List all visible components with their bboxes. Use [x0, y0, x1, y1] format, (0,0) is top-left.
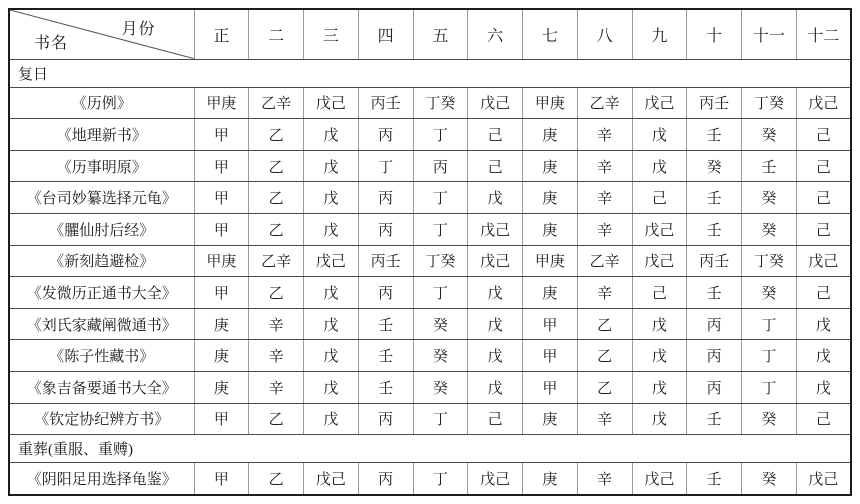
- corner-cell: [9, 9, 194, 59]
- month-header: 十: [687, 9, 742, 59]
- stem-cell: 戊己: [468, 87, 523, 119]
- month-header: 六: [468, 9, 523, 59]
- stem-cell: 癸: [742, 463, 797, 495]
- stem-cell: 己: [796, 182, 851, 214]
- stem-cell: 丁: [742, 308, 797, 340]
- stem-cell: 乙: [249, 150, 304, 182]
- stem-cell: 丙: [358, 463, 413, 495]
- book-name: 《地理新书》: [9, 119, 194, 151]
- stem-cell: 戊: [468, 371, 523, 403]
- stem-cell: 壬: [687, 182, 742, 214]
- stem-cell: 戊: [632, 340, 687, 372]
- book-name: 《台司妙纂选择元龟》: [9, 182, 194, 214]
- stem-cell: 戊: [796, 308, 851, 340]
- book-name: 《陈子性藏书》: [9, 340, 194, 372]
- stem-cell: 甲: [523, 371, 578, 403]
- table-row: [9, 245, 851, 277]
- stem-cell: 辛: [577, 277, 632, 309]
- stem-cell: 壬: [687, 119, 742, 151]
- stem-cell: 戊: [304, 213, 359, 245]
- stem-cell: 壬: [687, 277, 742, 309]
- stem-cell: 乙: [249, 403, 304, 435]
- table-row: [9, 182, 851, 214]
- stem-cell: 丁: [358, 150, 413, 182]
- stem-cell: 戊: [796, 371, 851, 403]
- stem-cell: 丙: [358, 213, 413, 245]
- stem-cell: 庚: [194, 340, 249, 372]
- stem-cell: 癸: [742, 277, 797, 309]
- stem-cell: 乙辛: [577, 87, 632, 119]
- stem-cell: 甲庚: [523, 245, 578, 277]
- stem-cell: 戊: [632, 119, 687, 151]
- stem-cell: 戊己: [468, 463, 523, 495]
- stem-cell: 丙: [358, 119, 413, 151]
- table-row: [9, 213, 851, 245]
- section-title: 重葬(重服、重赙): [9, 435, 851, 463]
- stem-cell: 戊: [304, 340, 359, 372]
- stem-cell: 戊: [468, 340, 523, 372]
- stem-cell: 乙: [577, 371, 632, 403]
- month-header: 四: [358, 9, 413, 59]
- stem-cell: 壬: [687, 403, 742, 435]
- stem-cell: 辛: [249, 340, 304, 372]
- stem-cell: 戊: [468, 308, 523, 340]
- header-row: [9, 9, 851, 59]
- stem-cell: 癸: [742, 182, 797, 214]
- month-header: 七: [523, 9, 578, 59]
- stem-cell: 丙: [687, 371, 742, 403]
- stem-cell: 戊: [304, 308, 359, 340]
- stem-cell: 己: [796, 213, 851, 245]
- stem-cell: 丁癸: [742, 245, 797, 277]
- corner-label-bookname: 书名: [34, 34, 69, 52]
- stem-cell: 庚: [523, 403, 578, 435]
- stem-cell: 壬: [358, 371, 413, 403]
- stem-cell: 丙壬: [687, 245, 742, 277]
- stem-cell: 己: [468, 150, 523, 182]
- stem-cell: 壬: [687, 213, 742, 245]
- stem-cell: 戊: [632, 308, 687, 340]
- stem-cell: 戊己: [796, 87, 851, 119]
- stem-cell: 乙: [577, 308, 632, 340]
- stem-cell: 己: [796, 119, 851, 151]
- stem-cell: 丁: [413, 213, 468, 245]
- stem-cell: 丁: [413, 403, 468, 435]
- table-row: [9, 119, 851, 151]
- table-row: [9, 277, 851, 309]
- stem-cell: 丁: [413, 463, 468, 495]
- stem-cell: 丁癸: [413, 245, 468, 277]
- stem-cell: 癸: [687, 150, 742, 182]
- stem-cell: 戊己: [304, 87, 359, 119]
- stem-cell: 戊: [304, 119, 359, 151]
- stem-cell: 丙: [413, 150, 468, 182]
- book-name: 《刘氏家藏阐微通书》: [9, 308, 194, 340]
- month-header: 十一: [742, 9, 797, 59]
- book-name: 《阴阳足用选择龟鉴》: [9, 463, 194, 495]
- stem-cell: 甲: [194, 277, 249, 309]
- stem-cell: 甲庚: [523, 87, 578, 119]
- stem-cell: 乙: [249, 463, 304, 495]
- book-name: 《象吉备要通书大全》: [9, 371, 194, 403]
- table-row: [9, 463, 851, 495]
- stem-cell: 戊: [632, 150, 687, 182]
- book-name: 《臞仙肘后经》: [9, 213, 194, 245]
- stem-cell: 丁癸: [413, 87, 468, 119]
- stem-cell: 庚: [194, 371, 249, 403]
- book-name: 《发微历正通书大全》: [9, 277, 194, 309]
- month-header: 八: [577, 9, 632, 59]
- stem-cell: 戊己: [632, 245, 687, 277]
- stem-cell: 戊: [304, 403, 359, 435]
- table-row: [9, 308, 851, 340]
- stem-cell: 丁: [413, 119, 468, 151]
- stem-cell: 辛: [577, 182, 632, 214]
- stem-cell: 庚: [523, 277, 578, 309]
- stem-cell: 戊己: [304, 245, 359, 277]
- stem-cell: 丙: [358, 277, 413, 309]
- book-name: 《历事明原》: [9, 150, 194, 182]
- stem-cell: 乙辛: [577, 245, 632, 277]
- book-name: 《钦定协纪辨方书》: [9, 403, 194, 435]
- stem-cell: 庚: [523, 213, 578, 245]
- stem-cell: 辛: [577, 463, 632, 495]
- stem-cell: 戊己: [468, 245, 523, 277]
- stem-cell: 辛: [577, 119, 632, 151]
- stem-cell: 壬: [687, 463, 742, 495]
- stem-cell: 戊己: [632, 213, 687, 245]
- stem-cell: 甲: [523, 308, 578, 340]
- stem-cell: 戊己: [632, 87, 687, 119]
- section-row: [9, 435, 851, 463]
- stem-cell: 己: [796, 150, 851, 182]
- month-header: 十二: [796, 9, 851, 59]
- section-title: 复日: [9, 59, 851, 87]
- book-name: 《历例》: [9, 87, 194, 119]
- table-body: [9, 59, 851, 495]
- stem-cell: 乙辛: [249, 245, 304, 277]
- stem-cell: 辛: [249, 308, 304, 340]
- stem-cell: 戊: [796, 340, 851, 372]
- stem-cell: 乙辛: [249, 87, 304, 119]
- stem-cell: 丙壬: [358, 87, 413, 119]
- month-header: 正: [194, 9, 249, 59]
- table-row: [9, 403, 851, 435]
- stem-cell: 丙: [358, 182, 413, 214]
- stem-cell: 壬: [358, 308, 413, 340]
- stem-cell: 乙: [249, 182, 304, 214]
- stem-cell: 辛: [577, 403, 632, 435]
- month-header: 三: [304, 9, 359, 59]
- stem-cell: 丁: [742, 340, 797, 372]
- stem-cell: 癸: [742, 119, 797, 151]
- stem-cell: 甲: [194, 403, 249, 435]
- stem-cell: 甲: [194, 119, 249, 151]
- stem-cell: 癸: [742, 213, 797, 245]
- stem-cell: 己: [796, 277, 851, 309]
- stem-cell: 戊: [632, 371, 687, 403]
- stem-cell: 辛: [577, 150, 632, 182]
- stem-cell: 庚: [523, 463, 578, 495]
- stem-cell: 甲: [194, 463, 249, 495]
- stem-cell: 戊己: [304, 463, 359, 495]
- stem-cell: 戊: [304, 371, 359, 403]
- month-header: 五: [413, 9, 468, 59]
- stem-cell: 戊: [304, 277, 359, 309]
- stem-cell: 甲庚: [194, 87, 249, 119]
- stem-cell: 癸: [742, 403, 797, 435]
- stem-cell: 己: [632, 277, 687, 309]
- month-header: 二: [249, 9, 304, 59]
- stem-cell: 戊: [304, 150, 359, 182]
- stem-cell: 戊: [468, 277, 523, 309]
- section-row: [9, 59, 851, 87]
- stem-cell: 癸: [413, 371, 468, 403]
- book-name: 《新刻趋避检》: [9, 245, 194, 277]
- stem-cell: 甲: [194, 150, 249, 182]
- almanac-comparison-table: [8, 8, 852, 496]
- stem-cell: 甲庚: [194, 245, 249, 277]
- stem-cell: 戊己: [796, 245, 851, 277]
- stem-cell: 丙: [687, 340, 742, 372]
- table-row: [9, 340, 851, 372]
- stem-cell: 甲: [194, 182, 249, 214]
- stem-cell: 己: [468, 119, 523, 151]
- stem-cell: 甲: [194, 213, 249, 245]
- stem-cell: 丙壬: [358, 245, 413, 277]
- stem-cell: 庚: [194, 308, 249, 340]
- stem-cell: 庚: [523, 119, 578, 151]
- stem-cell: 乙: [577, 340, 632, 372]
- table-row: [9, 87, 851, 119]
- table-row: [9, 150, 851, 182]
- stem-cell: 乙: [249, 213, 304, 245]
- stem-cell: 辛: [249, 371, 304, 403]
- stem-cell: 癸: [413, 340, 468, 372]
- stem-cell: 戊: [632, 403, 687, 435]
- stem-cell: 戊: [304, 182, 359, 214]
- stem-cell: 癸: [413, 308, 468, 340]
- stem-cell: 辛: [577, 213, 632, 245]
- table-row: [9, 371, 851, 403]
- stem-cell: 丁: [742, 371, 797, 403]
- stem-cell: 乙: [249, 119, 304, 151]
- stem-cell: 戊己: [468, 213, 523, 245]
- stem-cell: 己: [632, 182, 687, 214]
- stem-cell: 丁: [413, 277, 468, 309]
- corner-label-month: 月份: [121, 21, 156, 38]
- stem-cell: 戊己: [632, 463, 687, 495]
- stem-cell: 庚: [523, 150, 578, 182]
- stem-cell: 丙壬: [687, 87, 742, 119]
- month-header: 九: [632, 9, 687, 59]
- stem-cell: 丁: [413, 182, 468, 214]
- stem-cell: 庚: [523, 182, 578, 214]
- stem-cell: 丙: [358, 403, 413, 435]
- stem-cell: 壬: [742, 150, 797, 182]
- stem-cell: 戊: [468, 182, 523, 214]
- stem-cell: 壬: [358, 340, 413, 372]
- stem-cell: 乙: [249, 277, 304, 309]
- stem-cell: 甲: [523, 340, 578, 372]
- stem-cell: 己: [796, 403, 851, 435]
- stem-cell: 己: [468, 403, 523, 435]
- stem-cell: 丙: [687, 308, 742, 340]
- stem-cell: 丁癸: [742, 87, 797, 119]
- stem-cell: 戊己: [796, 463, 851, 495]
